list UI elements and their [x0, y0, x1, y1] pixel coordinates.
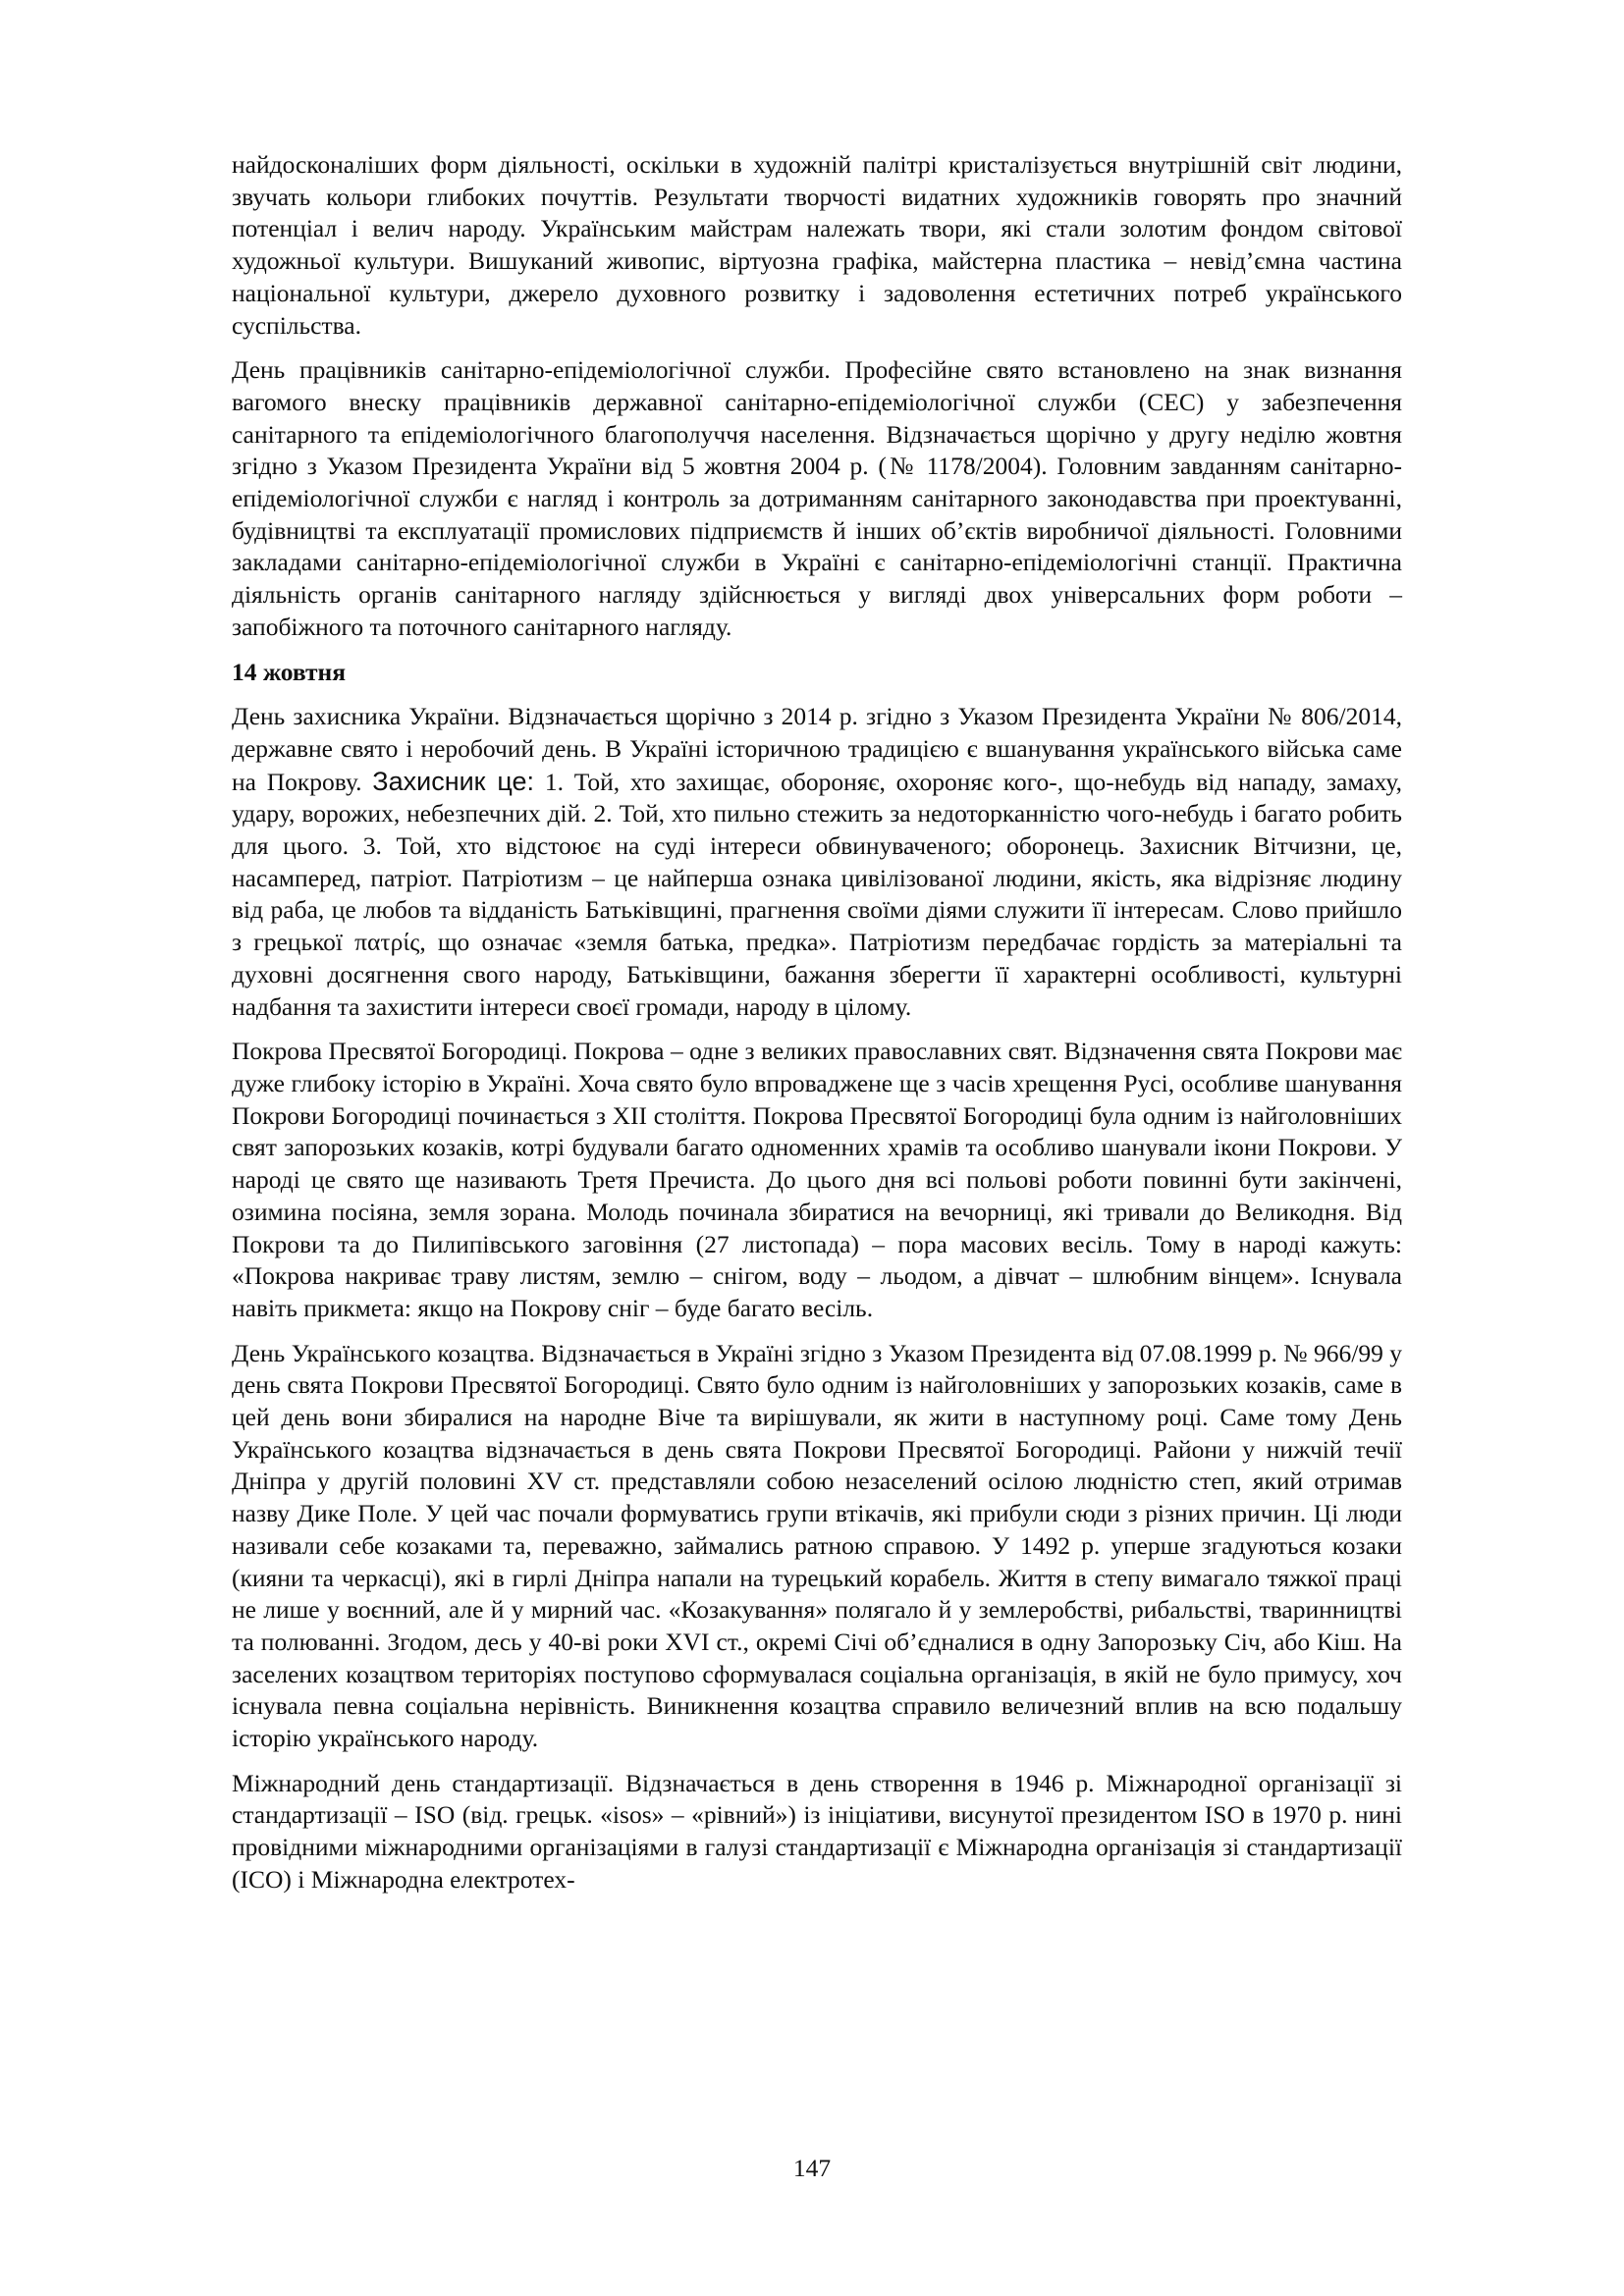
defender-text-before: День захисника України. Відзначається щорічно з 2014 р. згідно з Указом Президента України № 806/2014, державне свято і неробочий день. В Україні історичною традицією є вшанування українського війська саме на Покрову. [232, 702, 1402, 796]
paragraph-cossack-day: День Українського козацтва. Відзначається в Україні згідно з Указом Президента від 07.08.1999 р. № 966/99 у день свята Покрови Пресвятої Богородиці. Свято було одним із найголовніших у запорозьких козаків, саме в цей день вони збиралися на народне Віче та вирішували, як жити в наступному році. Саме тому День Українського козацтва відзначається в день свята Покрови Пресвятої Богородиці. Райони у нижчій течії Дніпра у другій половині XV ст. представляли собою незаселений осілою людністю степ, який отримав назву Дике Поле. У цей час почали формуватись групи втікачів, які прибули сюди з різних причин. Ці люди називали себе козаками та, переважно, займались ратною справою. У 1492 р. уперше згадуються козаки (кияни та черкасці), які в гирлі Дніпра напали на турецький корабель. Життя в степу вимагало тяжкої праці не лише у воєнний, але й у мирний час. «Козакування» полягало й у землеробстві, рибальстві, тваринництві та полюванні. Згодом, десь у 40-ві роки XVI ст., окремі Січі об’єдналися в одну Запорозьку Січ, або Кіш. На заселених козацтвом територіях поступово сформувалася соціальна організація, в якій не було примусу, хоч існувала певна соціальна нерівність. Виникнення козацтва справило величезний вплив на всю подальшу історію українського народу. [232, 1338, 1402, 1753]
page-body [232, 149, 1402, 1909]
paragraph-sanitary-service-day: День працівників санітарно-епідеміологічної служби. Професійне свято встановлено на знак визнання вагомого внеску працівників державної санітарно-епідеміологічної служби (СЕС) у забезпечення санітарного та епідеміологічного благополуччя населення. Відзначається щорічно у другу неділю жовтня згідно з Указом Президента України від 5 жовтня 2004 р. (№ 1178/2004). Головним завданням санітарно-епідеміологічної служби є нагляд і контроль за дотриманням санітарного законодавства при проектуванні, будівництві та експлуатації промислових підприємств й інших об’єктів виробничої діяльності. Головними закладами санітарно-епідеміологічної служби в Україні є санітарно-епідеміологічні станції. Практична діяльність органів санітарного нагляду здійснюється у вигляді двох універсальних форм роботи – запобіжного та поточного санітарного нагляду. [232, 355, 1402, 641]
paragraph-defender-day [232, 701, 1402, 1023]
paragraph-art: найдосконаліших форм діяльності, оскільки в художній палітрі кристалізується внутрішній світ людини, звучать кольори глибоких почуттів. Результати творчості видатних художників говорять про значний потенціал і велич народу. Українським майстрам належать твори, які стали золотим фондом світової художньої культури. Вишуканий живопис, віртуозна графіка, майстерна пластика – невід’ємна частина національної культури, джерело духовного розвитку і задоволення естетичних потреб українського суспільства. [232, 150, 1402, 340]
defender-text-after: 1. Той, хто захищає, обороняє, охороняє кого-, що-небудь від нападу, замаху, удару, ворожих, небезпечних дій. 2. Той, хто пильно стежить за недоторканністю чого-небудь і багато робить для цього. 3. Той, хто відстоює на суді інтереси обвинуваченого; оборонець. Захисник Вітчизни, це, насамперед, патріот. Патріотизм – це найперша ознака цивілізованої людини, якість, яка відрізняє людину від раба, це любов та відданість Батьківщині, прагнення своїми діями служити її інтересам. Слово прийшло з грецької πατρίς, що означає «земля батька, предка». Патріотизм передбачає гордість за матеріальні та духовні досягнення свого народу, Батьківщини, бажання зберегти її характерні особливості, культурні надбання та захистити інтереси своєї громади, народу в цілому. [232, 767, 1402, 1021]
paragraph-pokrova: Покрова Пресвятої Богородиці. Покрова – одне з великих православних свят. Відзначення свята Покрови має дуже глибоку історію в Україні. Хоча свято було впроваджене ще з часів хрещення Русі, особливе шанування Покрови Богородиці починається з XII століття. Покрова Пресвятої Богородиці була одним із найголовніших свят запорозьких козаків, котрі будували багато одноменних храмів та особливо шанували ікони Покрови. У народі це свято ще називають Третя Пречиста. До цього дня всі польові роботи повинні бути закінчені, озимина посіяна, земля зорана. Молодь починала збиратися на вечорниці, які тривали до Великодня. Від Покрови та до Пилипівського заговіння (27 листопада) – пора масових весіль. Тому в народі кажуть: «Покрова накриває траву листям, землю – снігом, воду – льодом, а дівчат – шлюбним вінцем». Існувала навіть прикмета: якщо на Покрову сніг – буде багато весіль. [232, 1037, 1402, 1322]
page-number: 147 [792, 2154, 832, 2182]
defender-term: Захисник це: [372, 766, 535, 796]
date-heading-oct-14: 14 жовтня [232, 657, 346, 686]
paragraph-standardization-day: Міжнародний день стандартизації. Відзначається в день створення в 1946 р. Міжнародної організації зі стандартизації – ISO (від. грецьк. «isos» – «рівний») із ініціативи, висунутої президентом ISO в 1970 р. нині провідними міжнародними організаціями в галузі стандартизації є Міжнародна організація зі стандартизації (ІСО) і Міжнародна електротех- [232, 1768, 1402, 1894]
